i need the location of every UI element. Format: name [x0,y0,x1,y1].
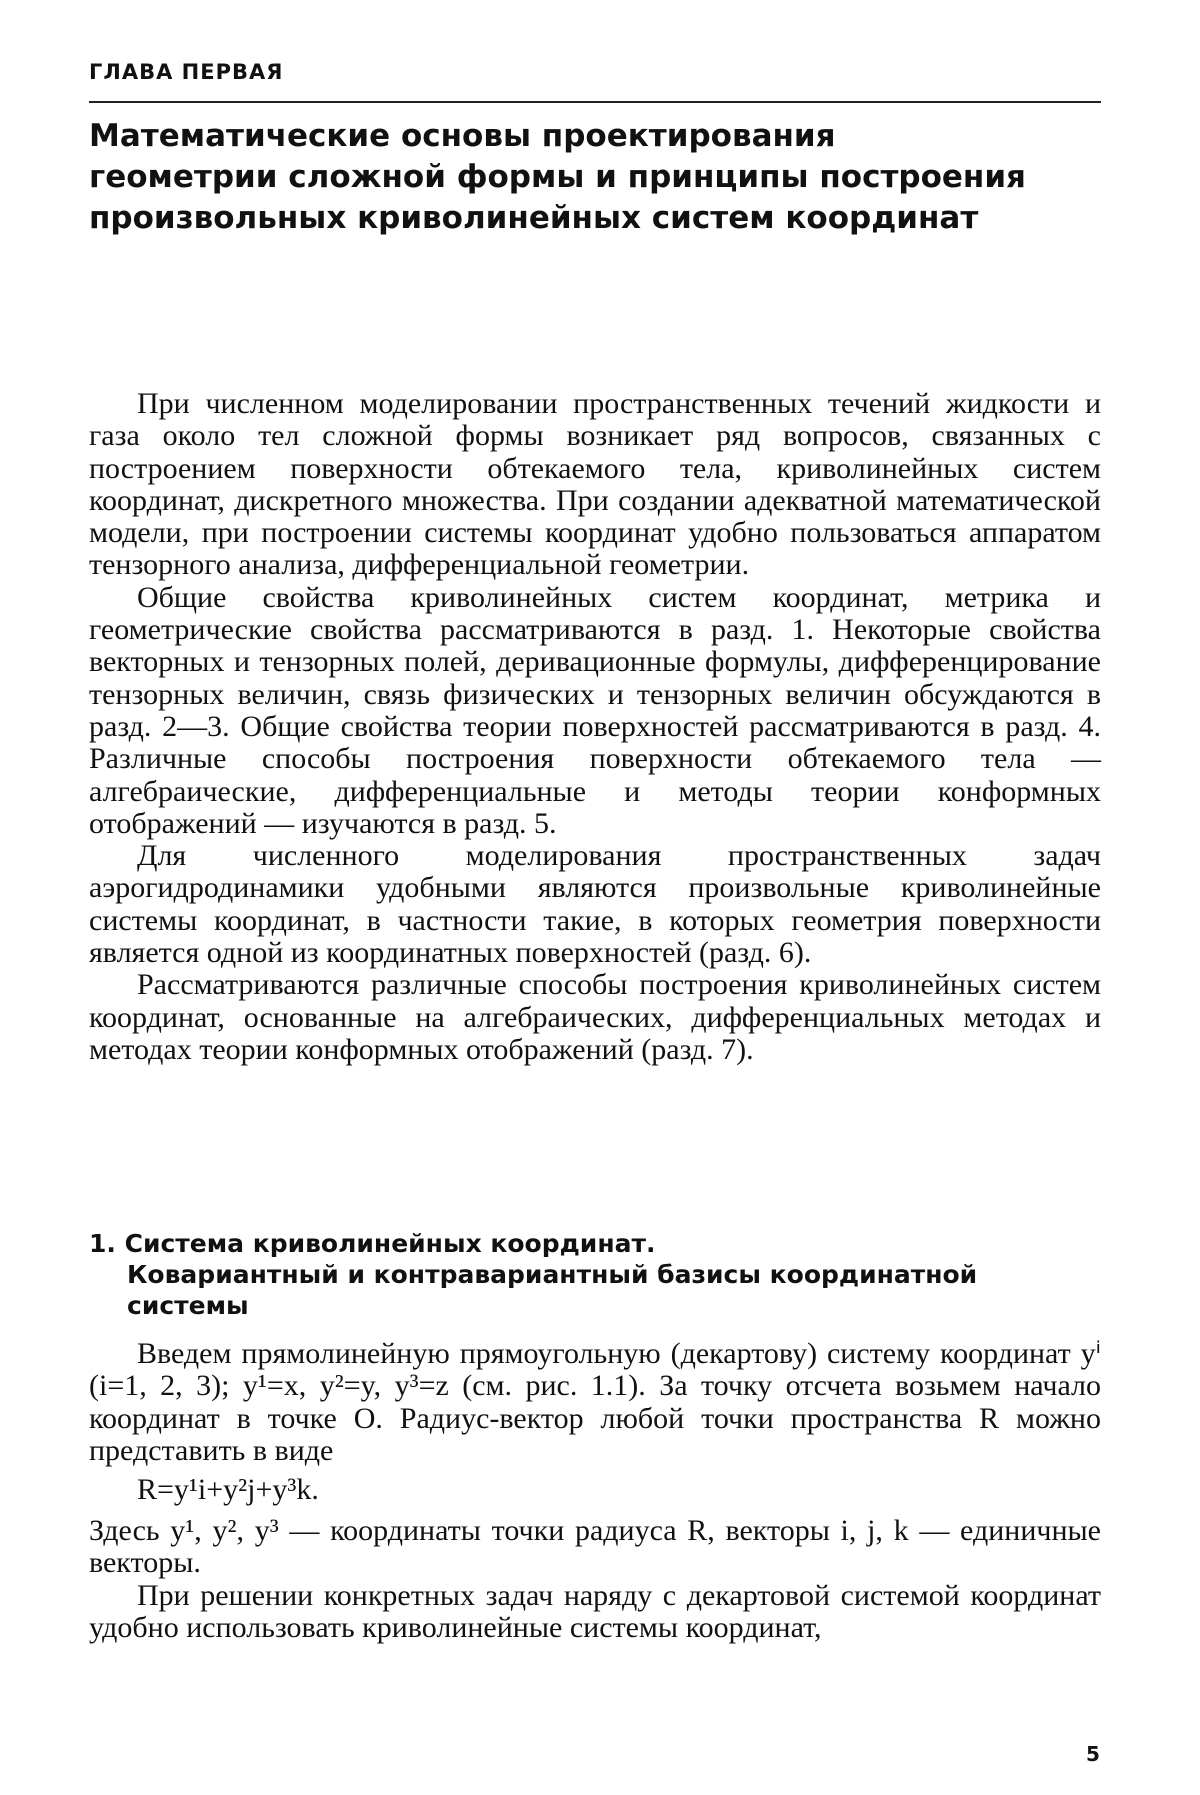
chapter-title [89,116,1119,239]
chapter-title-line-1: Математические основы проектирования [89,118,836,154]
header-divider [89,101,1101,103]
section-1-paragraph-1: Введем прямолинейную прямоугольную (декартову) систему координат yⁱ (i=1, 2, 3); y¹=x, y²=y, y³=z (см. рис. 1.1). За точку отсчета возьмем начало координат в точке O. Радиус-вектор любой точки пространства R можно представить в виде [89,1337,1101,1467]
intro-paragraph-1: При численном моделировании пространственных течений жидкости и газа около тел сложной формы возникает ряд вопросов, связанных с построением поверхности обтекаемого тела, криволинейных систем координат, дискретного множества. При создании адекватной математической модели, при построении системы координат удобно пользоваться аппаратом тензорного анализа, дифференциальной геометрии. [89,387,1101,582]
chapter-title-line-2: геометрии сложной формы и принципы построения [89,159,1026,195]
chapter-title-line-3: произвольных криволинейных систем координат [89,200,979,236]
section-1-heading-line-3: системы [127,1291,249,1320]
section-1-heading-line-2: Ковариантный и контравариантный базисы координатной [127,1260,978,1289]
section-1-heading [89,1228,1101,1321]
page-number: 5 [1086,1742,1100,1766]
intro-paragraph-3: Для численного моделирования пространственных задач аэрогидродинамики удобными являются произвольные криволинейные системы координат, в частности такие, в которых геометрия поверхности является одной из координатных поверхностей (разд. 6). [89,839,1101,970]
section-1-paragraph-2: Здесь y¹, y², y³ — координаты точки радиуса R, векторы i, j, k — единичные векторы. [89,1514,1101,1580]
section-1-paragraph-3: При решении конкретных задач наряду с декартовой системой координат удобно использовать криволинейные системы координат, [89,1578,1101,1645]
section-1-heading-line-1: 1. Система криволинейных координат. [89,1229,656,1258]
intro-paragraph-2: Общие свойства криволинейных систем координат, метрика и геометрические свойства рассматриваются в разд. 1. Некоторые свойства векторных и тензорных полей, деривационные формулы, дифференцирование тензорных величин, связь физических и тензорных величин обсуждаются в разд. 2—3. Общие свойства теории поверхностей рассматриваются в разд. 4. Различные способы построения поверхности обтекаемого тела — алгебраические, дифференциальные и методы теории конформных отображений — изучаются в разд. 5. [89,580,1101,840]
radius-vector-formula: R=y¹i+y²j+y³k. [137,1473,319,1507]
chapter-label: ГЛАВА ПЕРВАЯ [89,60,284,84]
section-1-text [89,1338,1101,1644]
intro-text [89,388,1101,1066]
intro-paragraph-4: Рассматриваются различные способы построения криволинейных систем координат, основанные на алгебраических, дифференциальных методах и методах теории конформных отображений (разд. 7). [89,968,1101,1066]
